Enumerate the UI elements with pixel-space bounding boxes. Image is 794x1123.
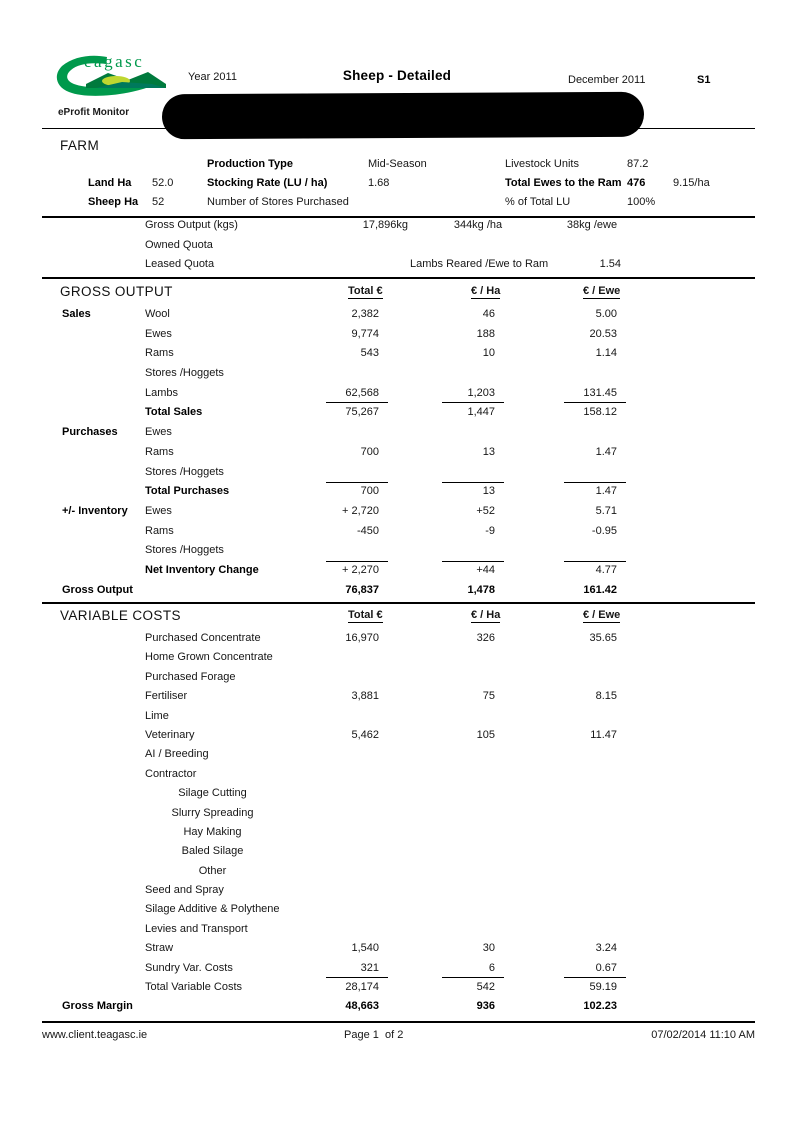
table-row xyxy=(0,842,794,861)
row-category: +/- Inventory xyxy=(62,504,128,517)
value-ha: 936 xyxy=(476,1000,495,1013)
value-total: 17,896kg xyxy=(362,219,408,231)
value-total: 2,382 xyxy=(351,308,379,320)
row-label: Contractor xyxy=(145,767,197,780)
row-label: Owned Quota xyxy=(145,238,213,251)
table-row xyxy=(0,745,794,764)
output-kgs-row xyxy=(0,239,794,259)
value-ha: +52 xyxy=(476,504,495,517)
table-row xyxy=(0,502,794,522)
value-ewe: 11.47 xyxy=(590,728,617,741)
row-label: Gross Output (kgs) xyxy=(145,219,238,231)
table-row xyxy=(0,403,794,423)
value-ewe: 4.77 xyxy=(497,564,617,576)
farm-value: 9.15/ha xyxy=(673,177,710,189)
row-label: Stores /Hoggets xyxy=(145,367,224,380)
value-ewe: 5.00 xyxy=(595,308,617,320)
table-row xyxy=(0,648,794,667)
extra-value: 1.54 xyxy=(599,258,621,270)
value-total: 321 xyxy=(279,962,379,974)
value-ewe: 1.14 xyxy=(595,347,617,360)
value-ewe: -0.95 xyxy=(591,524,617,537)
row-label: Lime xyxy=(145,709,169,722)
table-row xyxy=(0,900,794,919)
table-row xyxy=(0,804,794,823)
page-title: Sheep - Detailed xyxy=(342,68,452,83)
row-label: Rams xyxy=(145,347,174,360)
value-ewe: 5.71 xyxy=(595,504,617,517)
table-row xyxy=(0,541,794,561)
value-ha: 10 xyxy=(482,347,495,360)
value-total: 1,540 xyxy=(351,942,379,955)
value-total: 3,881 xyxy=(351,690,379,703)
value-ha: 75 xyxy=(482,690,495,703)
output-kgs-row xyxy=(0,258,794,278)
row-label: AI / Breeding xyxy=(145,748,209,761)
farm-label: Land Ha xyxy=(88,177,132,189)
farm-section-title: FARM xyxy=(60,138,100,153)
row-label: Stores /Hoggets xyxy=(145,465,224,478)
row-category: Gross Margin xyxy=(62,1000,133,1013)
column-header-total: Total € xyxy=(348,285,383,297)
value-total: 700 xyxy=(279,485,379,497)
row-label: Home Grown Concentrate xyxy=(145,651,273,664)
farm-row xyxy=(0,196,794,215)
row-label: Levies and Transport xyxy=(145,922,248,935)
row-label: Total Variable Costs xyxy=(145,981,243,994)
value-total: 16,970 xyxy=(345,632,379,644)
value-total: 62,568 xyxy=(279,387,379,399)
row-label: Veterinary xyxy=(145,728,195,741)
row-label: Purchased Concentrate xyxy=(145,632,261,644)
row-label: Other xyxy=(198,864,227,877)
value-ewe: 38kg /ewe xyxy=(566,219,618,231)
farm-label: % of Total LU xyxy=(505,196,571,208)
variable-costs-section-title: VARIABLE COSTS xyxy=(60,608,181,623)
table-row xyxy=(0,939,794,958)
variable-costs-table xyxy=(0,629,794,1017)
row-category: Gross Output xyxy=(62,583,133,596)
value-total: + 2,720 xyxy=(341,504,379,517)
farm-label: Livestock Units xyxy=(505,158,579,170)
footer-page-number: Page 1 of 2 xyxy=(344,1029,404,1041)
value-total: 700 xyxy=(360,445,379,458)
report-date: December 2011 xyxy=(568,74,646,86)
report-code: S1 xyxy=(697,74,711,86)
value-ewe: 1.47 xyxy=(595,445,617,458)
value-ewe: 102.23 xyxy=(583,1000,617,1013)
value-ha: 30 xyxy=(482,942,495,955)
row-label: Net Inventory Change xyxy=(145,563,259,576)
row-label: Ewes xyxy=(145,327,172,340)
row-label: Seed and Spray xyxy=(145,884,224,897)
value-total: 75,267 xyxy=(345,406,379,419)
row-label: Leased Quota xyxy=(145,258,215,270)
row-label: Silage Additive & Polythene xyxy=(145,903,280,916)
column-header-total: Total € xyxy=(348,609,383,621)
section-divider xyxy=(42,277,755,279)
farm-value: 100% xyxy=(627,196,656,208)
footer-website: www.client.teagasc.ie xyxy=(42,1029,148,1041)
row-label: Rams xyxy=(145,445,174,458)
row-label: Fertiliser xyxy=(145,690,188,703)
table-row xyxy=(0,305,794,325)
value-ewe: 3.24 xyxy=(595,942,617,955)
value-ewe: 20.53 xyxy=(589,327,617,340)
value-ha: 1,478 xyxy=(467,583,495,596)
table-row xyxy=(0,364,794,384)
value-ha: 326 xyxy=(476,632,495,644)
section-divider xyxy=(42,216,755,218)
row-category: Purchases xyxy=(62,426,118,439)
value-total: 48,663 xyxy=(345,1000,379,1013)
column-header-ha: € / Ha xyxy=(471,285,501,297)
row-label: Wool xyxy=(145,308,170,320)
redacted-client-name xyxy=(162,92,644,140)
value-ewe: 35.65 xyxy=(589,632,617,644)
value-total: 543 xyxy=(360,347,379,360)
farm-value: Mid-Season xyxy=(368,158,427,170)
table-row xyxy=(0,784,794,803)
value-ewe: 161.42 xyxy=(583,583,617,596)
value-ha: 344kg /ha xyxy=(453,219,503,231)
value-ha: 6 xyxy=(380,962,495,974)
table-row xyxy=(0,726,794,745)
row-label: Straw xyxy=(145,942,174,955)
value-ha: 13 xyxy=(380,485,495,497)
value-ewe: 1.47 xyxy=(497,485,617,497)
column-header-ewe: € / Ewe xyxy=(583,285,621,297)
table-row xyxy=(0,823,794,842)
table-row xyxy=(0,881,794,900)
value-ha: 188 xyxy=(476,327,495,340)
value-ewe: 59.19 xyxy=(589,981,617,994)
value-total: 5,462 xyxy=(351,728,379,741)
logo-wordmark: eagasc xyxy=(84,53,145,71)
row-label: Slurry Spreading xyxy=(171,806,254,819)
report-year: Year 2011 xyxy=(188,71,237,83)
farm-value: 87.2 xyxy=(627,158,649,170)
table-row xyxy=(0,325,794,345)
value-ha: +44 xyxy=(380,564,495,576)
farm-label: Stocking Rate (LU / ha) xyxy=(207,177,328,189)
farm-label: Number of Stores Purchased xyxy=(207,196,349,208)
table-row xyxy=(0,423,794,443)
row-label: Stores /Hoggets xyxy=(145,544,224,557)
section-divider xyxy=(42,602,755,604)
row-label: Total Purchases xyxy=(145,485,230,498)
farm-value: 1.68 xyxy=(368,177,390,189)
value-total: -450 xyxy=(356,524,379,537)
farm-row xyxy=(0,158,794,177)
row-label: Baled Silage xyxy=(181,845,244,858)
table-row xyxy=(0,482,794,502)
row-label: Silage Cutting xyxy=(178,787,247,800)
value-total: 9,774 xyxy=(351,327,379,340)
row-label: Hay Making xyxy=(183,825,242,838)
table-row xyxy=(0,920,794,939)
farm-row xyxy=(0,177,794,196)
value-ha: 542 xyxy=(476,981,495,994)
table-row xyxy=(0,959,794,978)
table-row xyxy=(0,344,794,364)
farm-label: Production Type xyxy=(207,158,293,170)
output-kgs-row xyxy=(0,219,794,239)
extra-label: Lambs Reared /Ewe to Ram xyxy=(410,258,549,270)
table-row xyxy=(0,978,794,997)
row-label: Sundry Var. Costs xyxy=(145,961,233,974)
value-ha: 1,203 xyxy=(380,387,495,399)
farm-label: Sheep Ha xyxy=(88,196,139,208)
value-ewe: 158.12 xyxy=(583,406,617,419)
value-ewe: 8.15 xyxy=(595,690,617,703)
row-label: Lambs xyxy=(145,386,179,399)
row-category: Sales xyxy=(62,308,91,320)
row-label: Ewes xyxy=(145,426,172,439)
logo-subtitle: eProfit Monitor xyxy=(58,107,130,118)
table-row xyxy=(0,997,794,1016)
value-ewe: 0.67 xyxy=(497,962,617,974)
column-header-ha: € / Ha xyxy=(471,609,501,621)
value-total: 76,837 xyxy=(345,583,379,596)
row-label: Purchased Forage xyxy=(145,670,236,683)
farm-value: 476 xyxy=(627,177,646,189)
gross-output-section-title: GROSS OUTPUT xyxy=(60,284,173,299)
farm-label: Total Ewes to the Ram xyxy=(505,177,622,189)
farm-value: 52.0 xyxy=(152,177,174,189)
row-label: Total Sales xyxy=(145,406,203,419)
table-row xyxy=(0,463,794,483)
farm-value: 52 xyxy=(152,196,165,208)
value-total: 28,174 xyxy=(345,981,379,994)
table-row xyxy=(0,561,794,581)
value-total: + 2,270 xyxy=(279,564,379,576)
value-ha: 13 xyxy=(482,445,495,458)
table-row xyxy=(0,581,794,601)
table-row xyxy=(0,384,794,404)
row-label: Ewes xyxy=(145,504,172,517)
table-row xyxy=(0,765,794,784)
footer-timestamp: 07/02/2014 11:10 AM xyxy=(651,1029,755,1041)
value-ewe: 131.45 xyxy=(497,387,617,399)
table-row xyxy=(0,862,794,881)
value-ha: -9 xyxy=(485,524,495,537)
table-row xyxy=(0,707,794,726)
table-row xyxy=(0,522,794,542)
table-row xyxy=(0,687,794,706)
table-row xyxy=(0,668,794,687)
table-row xyxy=(0,629,794,648)
footer-divider xyxy=(42,1021,755,1023)
gross-output-table xyxy=(0,305,794,600)
value-ha: 1,447 xyxy=(467,406,495,419)
value-ha: 105 xyxy=(476,728,495,741)
value-ha: 46 xyxy=(482,308,495,320)
table-row xyxy=(0,443,794,463)
column-header-ewe: € / Ewe xyxy=(583,609,621,621)
row-label: Rams xyxy=(145,524,174,537)
